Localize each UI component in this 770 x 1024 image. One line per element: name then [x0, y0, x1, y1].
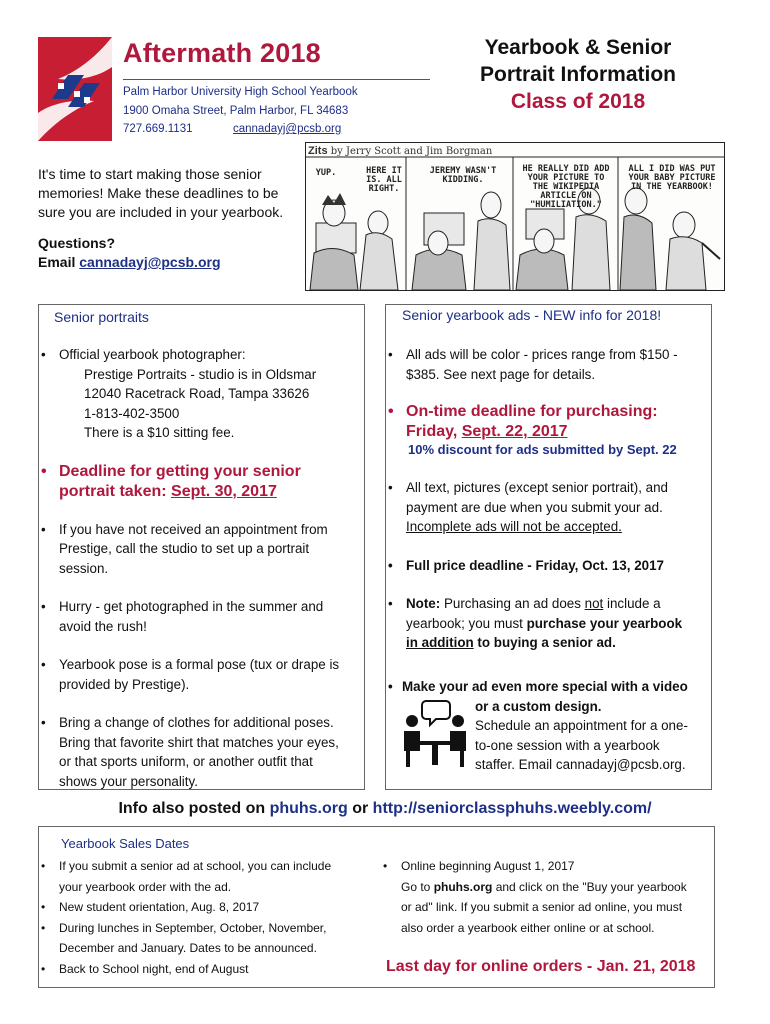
note-label: Note: [406, 596, 441, 611]
list-item [386, 478, 708, 537]
list-item-text: Incomplete ads will not be accepted. [406, 519, 622, 534]
comic-bubble: HE REALLY DID ADD YOUR PICTURE TO THE WIKIPEDIA ARTICLE ON "HUMILIATION." [522, 164, 610, 210]
list-item [39, 597, 359, 636]
deadline-text: Friday, [406, 423, 462, 440]
list-item-text: or ad" link. If you submit a senior ad online, you must [401, 900, 683, 914]
list-item-text: • Online beginning August 1, 2017 [401, 859, 575, 873]
list-item [39, 959, 369, 980]
list-item-text: Prestige Portraits - studio is in Oldsmar [84, 366, 317, 382]
email-label: Email [38, 254, 80, 270]
list-item-text: • All ads will be color - prices range from $150 - [406, 347, 678, 362]
comic-name: Zits [308, 145, 328, 157]
school-logo [38, 37, 112, 141]
senior-ads-list-2 [386, 478, 708, 653]
list-item-text: • Official yearbook photographer: [59, 347, 246, 362]
questions-email-link[interactable]: cannadayj@pcsb.org [79, 254, 221, 270]
yearbook-title: Aftermath 2018 [123, 38, 321, 68]
list-item-text: • Back to School night, end of August [59, 961, 249, 976]
class-year-heading: Class of 2018 [510, 90, 646, 113]
video-offer-text: to-one session with a yearbook [475, 737, 660, 753]
list-item [381, 856, 711, 938]
info-prefix: Info also posted on [118, 800, 270, 817]
portrait-deadline-item [39, 462, 359, 502]
list-item-text: your yearbook order with the ad. [59, 879, 232, 894]
list-item-text: Bring that favorite shirt that matches your eyes, [59, 734, 339, 750]
senior-portraits-list [39, 345, 359, 791]
list-item-text: $385. See next page for details. [406, 366, 596, 382]
questions-label: Questions? [38, 235, 116, 251]
list-item [386, 345, 708, 384]
ontime-deadline-item [386, 402, 708, 442]
comic-bubble: ALL I DID WAS PUT YOUR BABY PICTURE IN THE YEARBOOK! [628, 164, 716, 192]
deadline-text: • On-time deadline for purchasing: [406, 403, 658, 420]
list-item-text: There is a $10 sitting fee. [84, 425, 235, 440]
sales-list-left [39, 856, 369, 979]
intro-line: memories! Make these deadlines to be [38, 185, 279, 201]
header-email-link[interactable]: cannadayj@pcsb.org [233, 123, 342, 135]
list-item [39, 918, 369, 959]
doc-heading-line2: Portrait Information [479, 63, 676, 86]
video-offer-text: Make your ad even more special with a video [402, 679, 688, 694]
list-item [39, 520, 359, 579]
site-link-weebly[interactable]: http://seniorclassphuhs.weebly.com/ [372, 800, 652, 817]
phuhs-link[interactable]: phuhs.org [433, 879, 493, 894]
note-text: to buying a senior ad. [473, 635, 616, 650]
note-text: in addition [406, 635, 474, 650]
comic-byline: by Jerry Scott and Jim Borgman [327, 146, 493, 157]
list-item-text: • New student orientation, Aug. 8, 2017 [59, 900, 260, 914]
questions-block [38, 234, 221, 272]
list-item-text: • Full price deadline - Friday, Oct. 13, 2017 [406, 557, 664, 573]
list-item-text: Prestige, call the studio to set up a portrait [59, 541, 310, 556]
list-item-text: • If you submit a senior ad at school, you can include [59, 859, 332, 873]
list-item-text: payment are due when you submit your ad. [406, 499, 663, 515]
deadline-text: portrait taken: [59, 482, 172, 500]
list-item-text: 1-813-402-3500 [84, 405, 180, 421]
comic-bubble: YUP. [315, 168, 337, 178]
discount-note: 10% discount for ads submitted by Sept. 22 [408, 442, 677, 457]
list-item-text: provided by Prestige). [59, 676, 190, 692]
intro-paragraph [38, 165, 298, 222]
site-link-phuhs[interactable]: phuhs.org [269, 800, 348, 817]
school-name: Palm Harbor University High School Yearbook [123, 86, 358, 98]
list-item-text: shows your personality. [59, 773, 198, 789]
bullet: • [388, 679, 393, 694]
comic-bubble: HERE IT IS. ALL RIGHT. [366, 166, 402, 194]
intro-line: It's time to start making those senior [38, 166, 262, 182]
list-item-text: or that sports uniform, or another outfit that [59, 754, 313, 769]
note-text: Purchasing an ad does [440, 596, 585, 611]
senior-ads-list [386, 345, 708, 442]
full-price-item [386, 556, 708, 576]
list-item-text: • If you have not received an appointment from [59, 521, 328, 537]
comic-strip [305, 142, 725, 291]
list-item-text: also order a yearbook either online or at school. [401, 920, 655, 935]
senior-portraits-section [38, 304, 365, 790]
deadline-date: Sept. 30, 2017 [171, 482, 277, 500]
list-item-text: Go to [401, 879, 434, 894]
list-item-text: • Yearbook pose is a formal pose (tux or drape is [59, 657, 340, 672]
note-text: purchase your yearbook [526, 615, 683, 631]
senior-portraits-heading: Senior portraits [54, 309, 149, 325]
video-offer-text: Schedule an appointment for a one- [475, 718, 688, 733]
list-item [39, 655, 359, 694]
info-posted-line [0, 800, 770, 818]
deadline-date: Sept. 22, 2017 [461, 423, 568, 440]
list-item-text: • During lunches in September, October, November, [59, 920, 327, 935]
list-item [39, 345, 359, 443]
list-item-text: 12040 Racetrack Road, Tampa 33626 [84, 386, 310, 401]
note-text: not [584, 596, 604, 611]
sales-heading: Yearbook Sales Dates [61, 836, 190, 851]
list-item-text: • Hurry - get photographed in the summer and [59, 599, 324, 614]
last-day-notice: Last day for online orders - Jan. 21, 2018 [386, 958, 696, 975]
info-or: or [347, 800, 373, 817]
yearbook-sales-section [38, 826, 715, 988]
list-item-text: December and January. Dates to be announced. [59, 941, 317, 955]
school-logo-graphic [38, 37, 112, 141]
school-address: 1900 Omaha Street, Palm Harbor, FL 34683 [123, 105, 349, 117]
senior-ads-heading: Senior yearbook ads - NEW info for 2018! [402, 307, 662, 323]
note-item [386, 594, 708, 653]
school-phone: 727.669.1131 [123, 123, 193, 135]
list-item [39, 713, 359, 791]
intro-line: sure you are included in your yearbook. [38, 204, 284, 220]
video-offer-text: staffer. Email cannadayj@pcsb.org. [475, 757, 686, 772]
senior-ads-section [385, 304, 712, 790]
list-item [39, 856, 369, 897]
deadline-text: • Deadline for getting your senior [59, 462, 301, 480]
list-item-text: session. [59, 560, 109, 576]
list-item-text: • All text, pictures (except senior portrait), and [406, 480, 668, 495]
comic-bubble: JEREMY WASN'T KIDDING. [429, 166, 497, 185]
doc-heading-line1: Yearbook & Senior [484, 36, 672, 59]
meeting-icon [400, 697, 470, 769]
note-text: yearbook; you must [406, 615, 527, 631]
list-item-text: avoid the rush! [59, 618, 147, 634]
list-item-text: • Bring a change of clothes for additional poses. [59, 715, 334, 730]
title-divider [123, 79, 430, 80]
note-text: include a [603, 596, 661, 611]
video-offer-text: or a custom design. [475, 698, 602, 714]
list-item-text: and click on the "Buy your yearbook [492, 879, 687, 894]
sales-list-right [381, 856, 711, 938]
list-item [39, 897, 369, 918]
